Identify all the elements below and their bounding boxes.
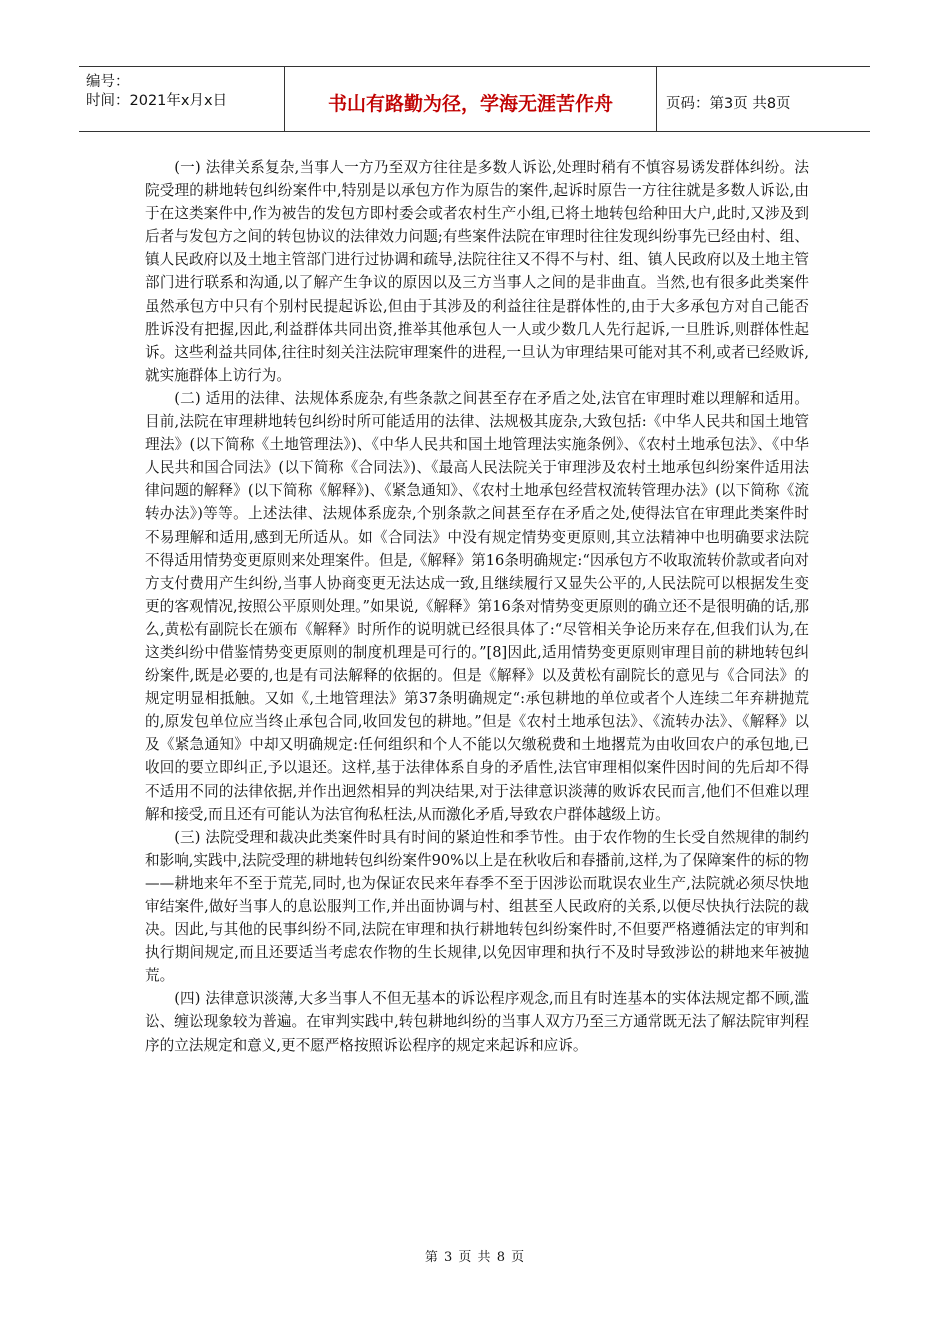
document-body <box>145 156 809 1057</box>
paragraph-3: (三) 法院受理和裁决此类案件时具有时间的紧迫性和季节性。由于农作物的生长受自然规律的制约和影响,实践中,法院受理的耕地转包纠纷案件90%以上是在秋收后和春播前,这样,为了保障案件的标的物——耕地来年不至于荒芜,同时,也为保证农民来年春季不至于因涉讼而耽误农业生产,法院就必须尽快地审结案件,做好当事人的息讼服判工作,并出面协调与村、组甚至人民政府的关系,以便尽快执行法院的裁决。因此,与其他的民事纠纷不同,法院在审理和执行耕地转包纠纷案件时,不但要严格遵循法定的审判和执行期间规定,而且还要适当考虑农作物的生长规律,以免因审理和执行不及时导致涉讼的耕地来年被抛荒。 <box>145 828 809 985</box>
header-motto: 书山有路勤为径，学海无涯苦作舟 <box>285 67 657 131</box>
paragraph-4: (四) 法律意识淡薄,大多当事人不但无基本的诉讼程序观念,而且有时连基本的实体法规定都不顾,滥讼、缠讼现象较为普遍。在审判实践中,转包耕地纠纷的当事人双方乃至三方通常既无法了解法院审判程序的立法规定和意义,更不愿严格按照诉讼程序的规定来起诉和应诉。 <box>145 990 809 1054</box>
paragraph-1: (一) 法律关系复杂,当事人一方乃至双方往往是多数人诉讼,处理时稍有不慎容易诱发群体纠纷。法院受理的耕地转包纠纷案件中,特别是以承包方作为原告的案件,起诉时原告一方往往就是多数人诉讼,由于在这类案件中,作为被告的发包方即村委会或者农村生产小组,已将土地转包给种田大户,此时,又涉及到后者与发包方之间的转包协议的法律效力问题;有些案件法院在审理时往往发现纠纷事先已经由村、组、镇人民政府以及土地主管部门进行过协调和疏导,法院往往又不得不与村、组、镇人民政府以及土地主管部门进行联系和沟通,以了解产生争议的原因以及三方当事人之间的是非曲直。当然,也有很多此类案件虽然承包方中只有个别村民提起诉讼,但由于其涉及的利益往往是群体性的,由于大多承包方对自己能否胜诉没有把握,因此,利益群体共同出资,推举其他承包人一人或少数几人先行起诉,一旦胜诉,则群体性起诉。这些利益共同体,往往时刻关注法院审理案件的进程,一旦认为审理结果可能对其不利,或者已经败诉,就实施群体上访行为。 <box>145 159 809 384</box>
document-number-label: 编号： <box>86 74 130 90</box>
page-footer: 第 3 页 共 8 页 <box>424 1250 526 1265</box>
document-time-label: 时间：2021年x月x日 <box>86 93 228 109</box>
page-header <box>79 66 870 132</box>
paragraph-2: (二) 适用的法律、法规体系庞杂,有些条款之间甚至存在矛盾之处,法官在审理时难以理解和适用。目前,法院在审理耕地转包纠纷时所可能适用的法律、法规极其庞杂,大致包括:《中华人民共和国土地管理法》(以下简称《土地管理法》)、《中华人民共和国土地管理法实施条例》、《农村土地承包法》、《中华人民共和国合同法》(以下简称《合同法》)、《最高人民法院关于审理涉及农村土地承包纠纷案件适用法律问题的解释》(以下简称《解释》)、《紧急通知》、《农村土地承包经营权流转管理办法》(以下简称《流转办法》)等等。上述法律、法规体系庞杂,个别条款之间甚至存在矛盾之处,使得法官在审理此类案件时不易理解和适用,感到无所适从。如《合同法》中没有规定情势变更原则,其立法精神中也明确要求法院不得适用情势变更原则来处理案件。但是,《解释》第16条明确规定:“因承包方不收取流转价款或者向对方支付费用产生纠纷,当事人协商变更无法达成一致,且继续履行又显失公平的,人民法院可以根据发生变更的客观情况,按照公平原则处理。”如果说,《解释》第16条对情势变更原则的确立还不是很明确的话,那么,黄松有副院长在颁布《解释》时所作的说明就已经很具体了:“尽管相关争论历来存在,但我们认为,在这类纠纷中借鉴情势变更原则的制度机理是可行的。”[8]因此,适用情势变更原则审理目前的耕地转包纠纷案件,既是必要的,也是有司法解释的依据的。但是《解释》以及黄松有副院长的意见与《合同法》的规定明显相抵触。又如《,土地管理法》第37条明确规定“:承包耕地的单位或者个人连续二年弃耕抛荒的,原发包单位应当终止承包合同,收回发包的耕地。”但是《农村土地承包法》、《流转办法》、《解释》以及《紧急通知》中却又明确规定:任何组织和个人不能以欠缴税费和土地撂荒为由收回农户的承包地,已收回的要立即纠正,予以退还。这样,基于法律体系自身的矛盾性,法官审理相似案件因时间的先后却不得不适用不同的法律依据,并作出迥然相异的判决结果,对于法律意识淡薄的败诉农民而言,他们不但难以理解和接受,而且还有可能认为法官徇私枉法,从而激化矛盾,导致农户群体越级上访。 <box>145 389 809 823</box>
header-meta <box>79 67 285 131</box>
header-page-number: 页码：第3页 共8页 <box>666 95 791 112</box>
